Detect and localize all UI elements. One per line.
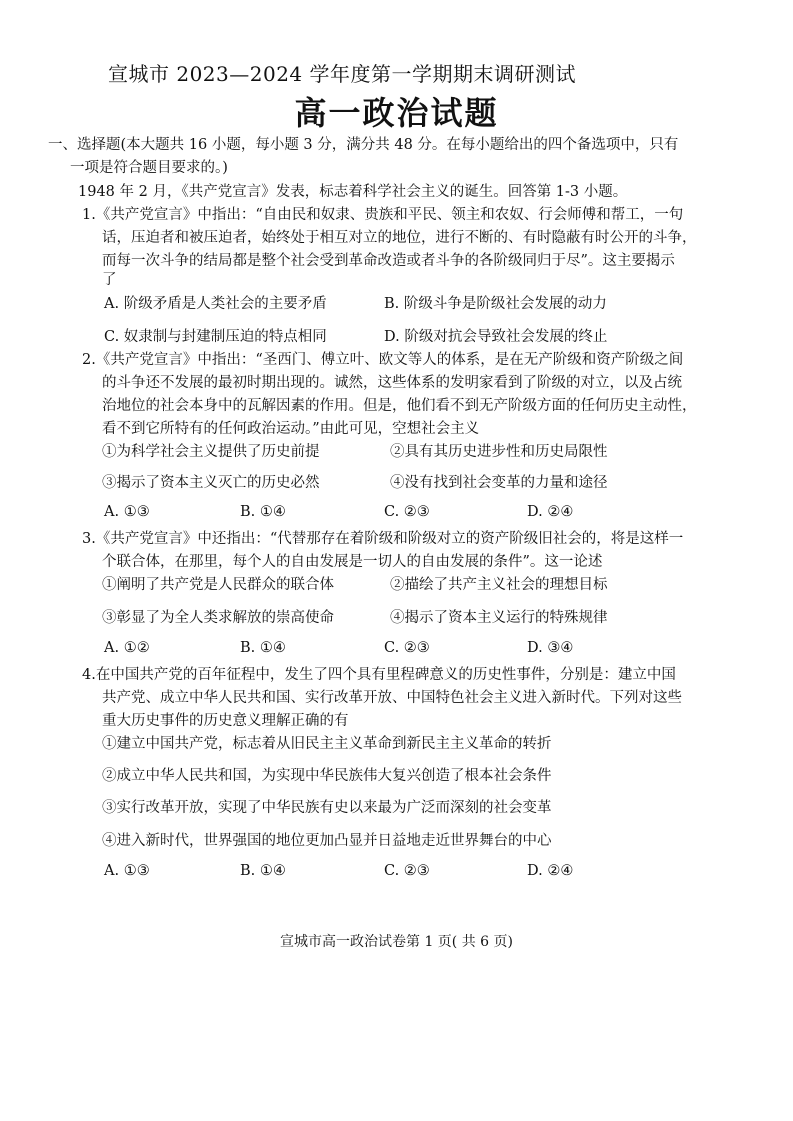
q3-item-2: ②描绘了共产主义社会的理想目标 — [390, 577, 608, 593]
q4-option-c: C. ②③ — [384, 863, 430, 879]
q4-item-2: ②成立中华人民共和国，为实现中华民族伟大复兴创造了根本社会条件 — [102, 768, 552, 784]
q4-stem-line-2: 共产党、成立中华人民共和国、实行改革开放、中国特色社会主义进入新时代。下列对这些 — [102, 690, 682, 706]
q3-stem-line-1: 3.《共产党宣言》中还指出：“代替那存在着阶级和阶级对立的资产阶级旧社会的，将是这样一 — [82, 531, 684, 547]
section-heading-line-1: 一、选择题(本大题共 16 小题，每小题 3 分，满分共 48 分。在每小题给出的四个备选项中，只有 — [48, 137, 679, 153]
q2-option-d: D. ②④ — [527, 504, 574, 520]
q3-option-d: D. ③④ — [527, 640, 574, 656]
q2-stem-line-4: 看不到它所特有的任何政治运动。”由此可见，空想社会主义 — [102, 421, 480, 437]
q2-option-c: C. ②③ — [384, 504, 430, 520]
q3-stem-line-2: 个联合体，在那里，每个人的自由发展是一切人的自由发展的条件”。这一论述 — [102, 554, 603, 570]
q1-option-c: C. 奴隶制与封建制压迫的特点相同 — [104, 329, 327, 345]
q4-option-b: B. ①④ — [240, 863, 286, 879]
q3-item-4: ④揭示了资本主义运行的特殊规律 — [390, 610, 608, 626]
q1-stem-line-4: 了 — [102, 272, 117, 288]
q3-option-b: B. ①④ — [240, 640, 286, 656]
section-heading-line-2: 一项是符合题目要求的。) — [70, 160, 228, 176]
q1-stem-line-1: 1.《共产党宣言》中指出：“自由民和奴隶、贵族和平民、领主和农奴、行会师傅和帮工，一句 — [82, 207, 684, 223]
page-footer: 宣城市高一政治试卷第 1 页( 共 6 页) — [280, 934, 513, 950]
q4-option-d: D. ②④ — [527, 863, 574, 879]
q4-item-1: ①建立中国共产党，标志着从旧民主主义革命到新民主主义革命的转折 — [102, 736, 552, 752]
q4-option-a: A. ①③ — [104, 863, 150, 879]
q2-item-3: ③揭示了资本主义灭亡的历史必然 — [102, 475, 320, 491]
q2-option-b: B. ①④ — [240, 504, 286, 520]
q4-stem-line-3: 重大历史事件的历史意义理解正确的有 — [102, 713, 349, 729]
q4-stem-line-1: 4.在中国共产党的百年征程中，发生了四个具有里程碑意义的历史性事件，分别是：建立中国 — [82, 667, 676, 683]
q1-option-a: A. 阶级矛盾是人类社会的主要矛盾 — [104, 296, 327, 312]
q3-option-a: A. ①② — [104, 640, 150, 656]
passage-intro: 1948 年 2 月，《共产党宣言》发表，标志着科学社会主义的诞生。回答第 1-3 小题。 — [78, 184, 628, 200]
q2-stem-line-2: 的斗争还不发展的最初时期出现的。诚然，这些体系的发明家看到了阶级的对立，以及占统 — [102, 375, 682, 391]
q4-item-4: ④进入新时代，世界强国的地位更加凸显并日益地走近世界舞台的中心 — [102, 833, 552, 849]
q2-item-2: ②具有其历史进步性和历史局限性 — [390, 444, 608, 460]
q3-item-3: ③彰显了为全人类求解放的崇高使命 — [102, 610, 334, 626]
q2-option-a: A. ①③ — [104, 504, 150, 520]
q2-item-4: ④没有找到社会变革的力量和途径 — [390, 475, 608, 491]
q2-stem-line-3: 治地位的社会本身中的瓦解因素的作用。但是，他们看不到无产阶级方面的任何历史主动性， — [102, 398, 697, 414]
q1-option-d: D. 阶级对抗会导致社会发展的终止 — [384, 329, 608, 345]
q3-item-1: ①阐明了共产党是人民群众的联合体 — [102, 577, 334, 593]
subject-title: 高一政治试题 — [294, 94, 499, 132]
q3-option-c: C. ②③ — [384, 640, 430, 656]
q1-stem-line-2: 话，压迫者和被压迫者，始终处于相互对立的地位，进行不断的、有时隐蔽有时公开的斗争， — [102, 230, 697, 246]
q4-item-3: ③实行改革开放，实现了中华民族有史以来最为广泛而深刻的社会变革 — [102, 800, 552, 816]
q1-option-b: B. 阶级斗争是阶级社会发展的动力 — [384, 296, 607, 312]
q1-stem-line-3: 而每一次斗争的结局都是整个社会受到革命改造或者斗争的各阶级同归于尽”。这主要揭示 — [102, 253, 675, 269]
exam-title: 宣城市 2023—2024 学年度第一学期期末调研测试 — [108, 62, 577, 86]
q2-item-1: ①为科学社会主义提供了历史前提 — [102, 444, 320, 460]
q2-stem-line-1: 2.《共产党宣言》中指出：“圣西门、傅立叶、欧文等人的体系，是在无产阶级和资产阶级之间 — [82, 352, 684, 368]
